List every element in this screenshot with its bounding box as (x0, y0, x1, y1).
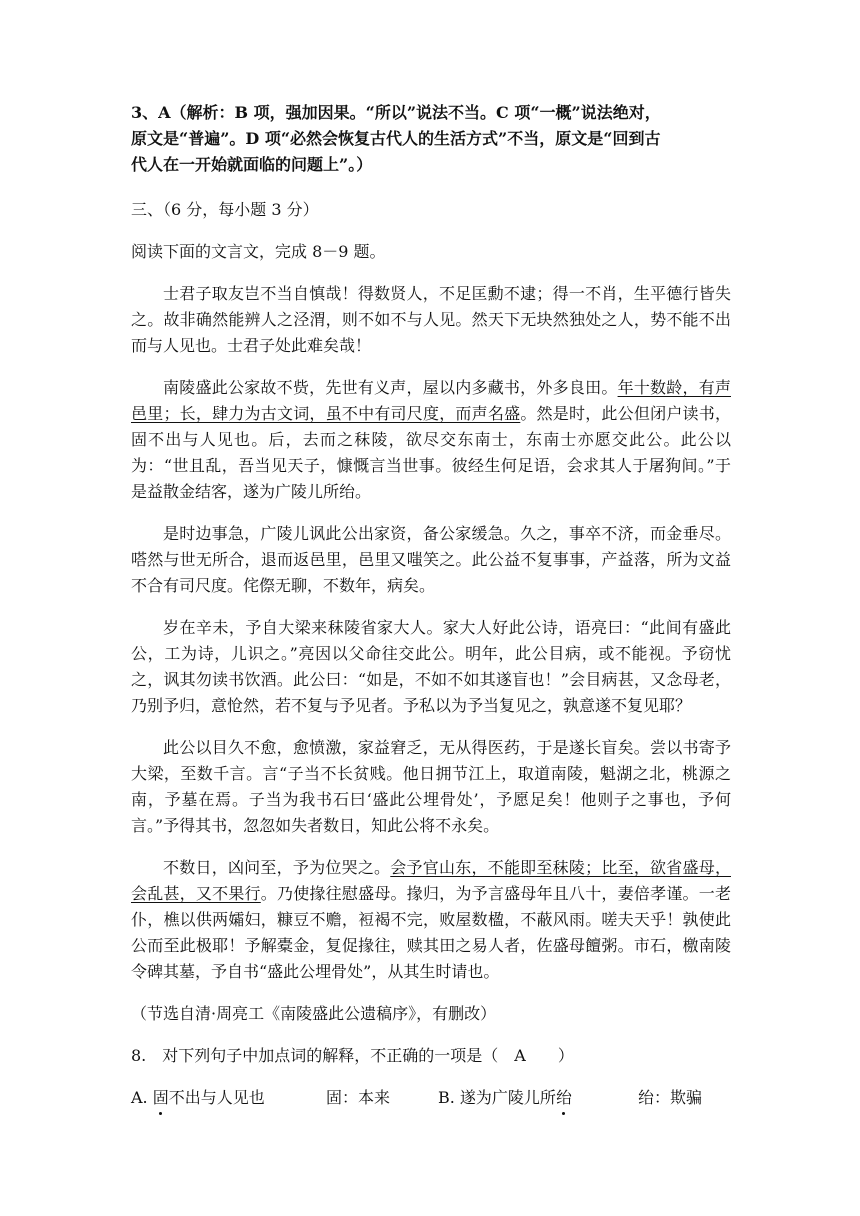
option-b-dotted-word: 绐 (556, 1085, 572, 1111)
option-a: A. 固不出与人见也 (131, 1085, 326, 1111)
question-8-options (131, 1085, 731, 1111)
passage-paragraph-3: 是时边事急，广陵儿讽此公出家资，备公家缓急。久之，事卒不济，而金垂尽。嗒然与世无所合，退而返邑里，邑里又嗤笑之。此公益不复事事，产益落，所为文益不合有司尺度。侘傺无聊，不数年，病矣。 (131, 524, 731, 595)
answer-3-line-2: 原文是“普遍”。D 项“必然会恢复古代人的生活方式”不当，原文是“回到古 (131, 129, 661, 148)
paragraph-2-text-b: 。然是时，此公但闭户读书，固不出与人见也。后，去而之秣陵，欲尽交东南士，东南士亦愿交此公。此公以为：“世且乱，吾当见天子，慷慨言当世事。彼经生何足语，会求其人于屠狗间。”于是益散金结客，遂为广陵儿所绐。 (131, 404, 731, 501)
paragraph-6-text-a: 不数日，凶问至，予为位哭之。 (163, 858, 391, 877)
paragraph-6-text-b: 。乃使掾往慰盛母。掾归，为予言盛母年且八十，妻倍孝谨。一老仆，樵以供两孀妇，糠豆不赡，裋褐不完，败屋数楹，不蔽风雨。嗟夫天乎！孰使此公而至此极耶！予解橐金，复促掾往，赎其田之易人者，佐盛母饘粥。市石，檄南陵令碑其墓，予自书“盛此公埋骨处”，从其生时请也。 (131, 884, 731, 981)
reading-instruction: 阅读下面的文言文，完成 8－9 题。 (131, 242, 386, 261)
paragraph-2-underlined-sentence: 年十数龄，有声邑里；长，肆力为古文词，虽不中有司尺度，而声名盛 (131, 378, 731, 423)
section-3-heading: 三、（6 分，每小题 3 分） (131, 200, 319, 219)
paragraph-2-text-a: 南陵盛此公家故不赀，先世有义声，屋以内多藏书，外多良田。 (163, 378, 618, 397)
paragraph-6-underlined-sentence: 会予官山东，不能即至秣陵；比至，欲省盛母，会乱甚，又不果行 (131, 858, 731, 903)
passage-paragraph-6 (131, 855, 731, 985)
passage-paragraph-2 (131, 375, 731, 505)
answer-3-line-3: 代人在一开始就面临的问题上”。） (131, 155, 373, 174)
option-b: B. 遂为广陵儿所绐 (438, 1085, 638, 1111)
option-a-gloss: 固：本来 (326, 1088, 391, 1107)
passage-paragraph-1: 士君子取友岂不当自慎哉！得数贤人，不足匡勳不逮；得一不肖，生平德行皆失之。故非确然能辨人之泾渭，则不如不与人见。然天下无块然独处之人，势不能不出而与人见也。士君子处此难矣哉！ (131, 284, 731, 355)
option-a-dotted-word: 固 (153, 1085, 169, 1111)
question-8-stem: 8. 对下列句子中加点词的解释，不正确的一项是（ A ） (131, 1046, 574, 1065)
option-b-gloss: 绐：欺骗 (638, 1088, 703, 1107)
passage-paragraph-5: 此公以目久不愈，愈愤激，家益窘乏，无从得医药，于是遂长盲矣。尝以书寄予大梁，至数千言。言“子当不长贫贱。他日拥节江上，取道南陵，魁湖之北，桃源之南，予墓在焉。子当为我书石曰‘盛此公埋骨处’，予愿足矣！他则子之事也，予何言。”予得其书，忽忽如失者数日，知此公将不永矣。 (131, 738, 731, 835)
passage-source: （节选自清·周亮工《南陵盛此公遗稿序》，有删改） (131, 1004, 497, 1023)
answer-3-explanation (131, 100, 731, 178)
document-page (131, 100, 731, 1111)
passage-paragraph-4: 岁在辛未，予自大梁来秣陵省家大人。家大人好此公诗，语亮曰：“此间有盛此公，工为诗，儿识之。”亮因以父命往交此公。明年，此公目病，或不能视。予窃忧之，讽其勿读书饮酒。此公曰：“如是，不如不如其遂盲也！”会目病甚，又念母老，乃别予归，意怆然，若不复与予见者。予私以为予当复见之，孰意遂不复见耶？ (131, 618, 731, 715)
answer-3-line-1: 3、A（解析：B 项，强加因果。“所以”说法不当。C 项“一概”说法绝对， (131, 103, 661, 122)
